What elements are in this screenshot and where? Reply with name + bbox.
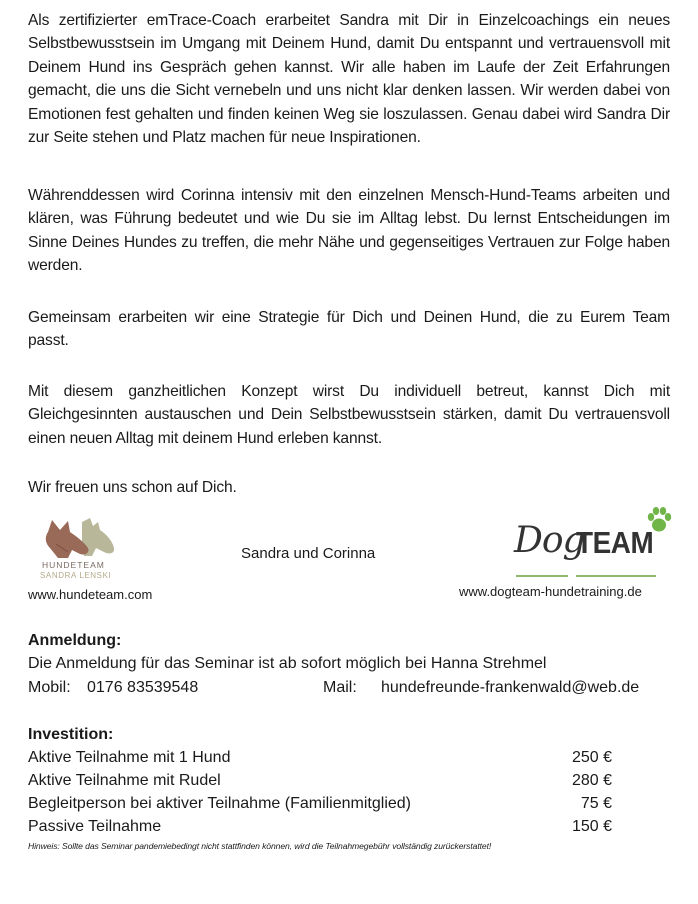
paragraph-coaching: Als zertifizierter emTrace-Coach erarbeitet Sandra mit Dir in Einzelcoachings ein neues Selbstbewusstsein im Umgang mit Deinem Hund, damit Du entspannt und vertrauensvoll mit Deinem Hund ins Gespräch gehen kannst. Wir alle haben im Laufe der Zeit Erfahrungen gemacht, die uns die Sicht vernebeln und uns nicht klar denken lassen. Wir werden dabei von Emotionen fest gehalten und finden keinen Weg sie loszulassen. Genau dabei wird Sandra Dir zur Seite stehen und Platz machen für neue Inspirationen. (28, 12, 670, 147)
price-amount: 250 € (571, 749, 612, 766)
dogteam-logo (512, 506, 672, 580)
hundeteam-logo-line2: SANDRA LENSKI (40, 571, 112, 580)
anmeldung-text: Die Anmeldung für das Seminar ist ab sofort möglich bei Hanna Strehmel (28, 655, 547, 672)
paw-icon (646, 506, 672, 534)
refund-note: Hinweis: Sollte das Seminar pandemiebedingt nicht stattfinden können, wird die Teilnahmegebühr vollständig zurückerstattet! (28, 841, 492, 851)
price-amount: 150 € (571, 818, 612, 835)
mobil-number: 0176 83539548 (87, 679, 199, 696)
logo-underline-left (516, 575, 568, 577)
dogteam-url-link[interactable]: www.dogteam-hundetraining.de (459, 584, 642, 599)
dogs-heads-icon (38, 518, 124, 562)
price-label: Aktive Teilnahme mit Rudel (28, 772, 221, 789)
paragraph-concept: Mit diesem ganzheitlichen Konzept wirst Du individuell betreut, kannst Dich mit Gleichgesinnten austauschen und Dein Selbstbewusstsein stärken, damit Du vertrauensvoll einen neuen Alltag mit deinem Hund erleben kannst. (28, 383, 670, 447)
price-row (28, 772, 612, 790)
price-row (28, 749, 612, 767)
price-amount: 75 € (580, 795, 612, 812)
price-label: Begleitperson bei aktiver Teilnahme (Familienmitglied) (28, 795, 411, 812)
investition-heading: Investition: (28, 726, 114, 743)
price-row (28, 818, 612, 836)
paragraph-strategy: Gemeinsam erarbeiten wir eine Strategie für Dich und Deinen Hund, die zu Eurem Team passt. (28, 309, 670, 350)
dogteam-logo-team: TEAM (576, 525, 654, 560)
hundeteam-url-link[interactable]: www.hundeteam.com (28, 587, 153, 602)
paragraph-corinna: Währenddessen wird Corinna intensiv mit den einzelnen Mensch-Hund-Teams arbeiten und klären, was Führung bedeutet und wie Du sie im Alltag lebst. Du lernst Entscheidungen im Sinne Deines Hundes zu treffen, die mehr Nähe und gegenseitiges Vertrauen zur Folge haben werden. (28, 187, 670, 275)
hundeteam-logo (38, 518, 124, 584)
price-amount: 280 € (571, 772, 612, 789)
signature: Sandra und Corinna (241, 545, 376, 562)
mail-label: Mail: (323, 679, 357, 696)
price-label: Aktive Teilnahme mit 1 Hund (28, 749, 231, 766)
anmeldung-heading: Anmeldung: (28, 632, 122, 649)
price-label: Passive Teilnahme (28, 818, 162, 835)
paragraph-closing: Wir freuen uns schon auf Dich. (28, 479, 237, 496)
dogteam-logo-dog: Dog (514, 520, 585, 561)
hundeteam-logo-line1: HUNDETEAM (42, 560, 105, 570)
logo-underline-right (576, 575, 656, 577)
mobil-label: Mobil: (28, 679, 71, 696)
price-row (28, 795, 612, 813)
mail-address-link[interactable]: hundefreunde-frankenwald@web.de (381, 679, 640, 696)
